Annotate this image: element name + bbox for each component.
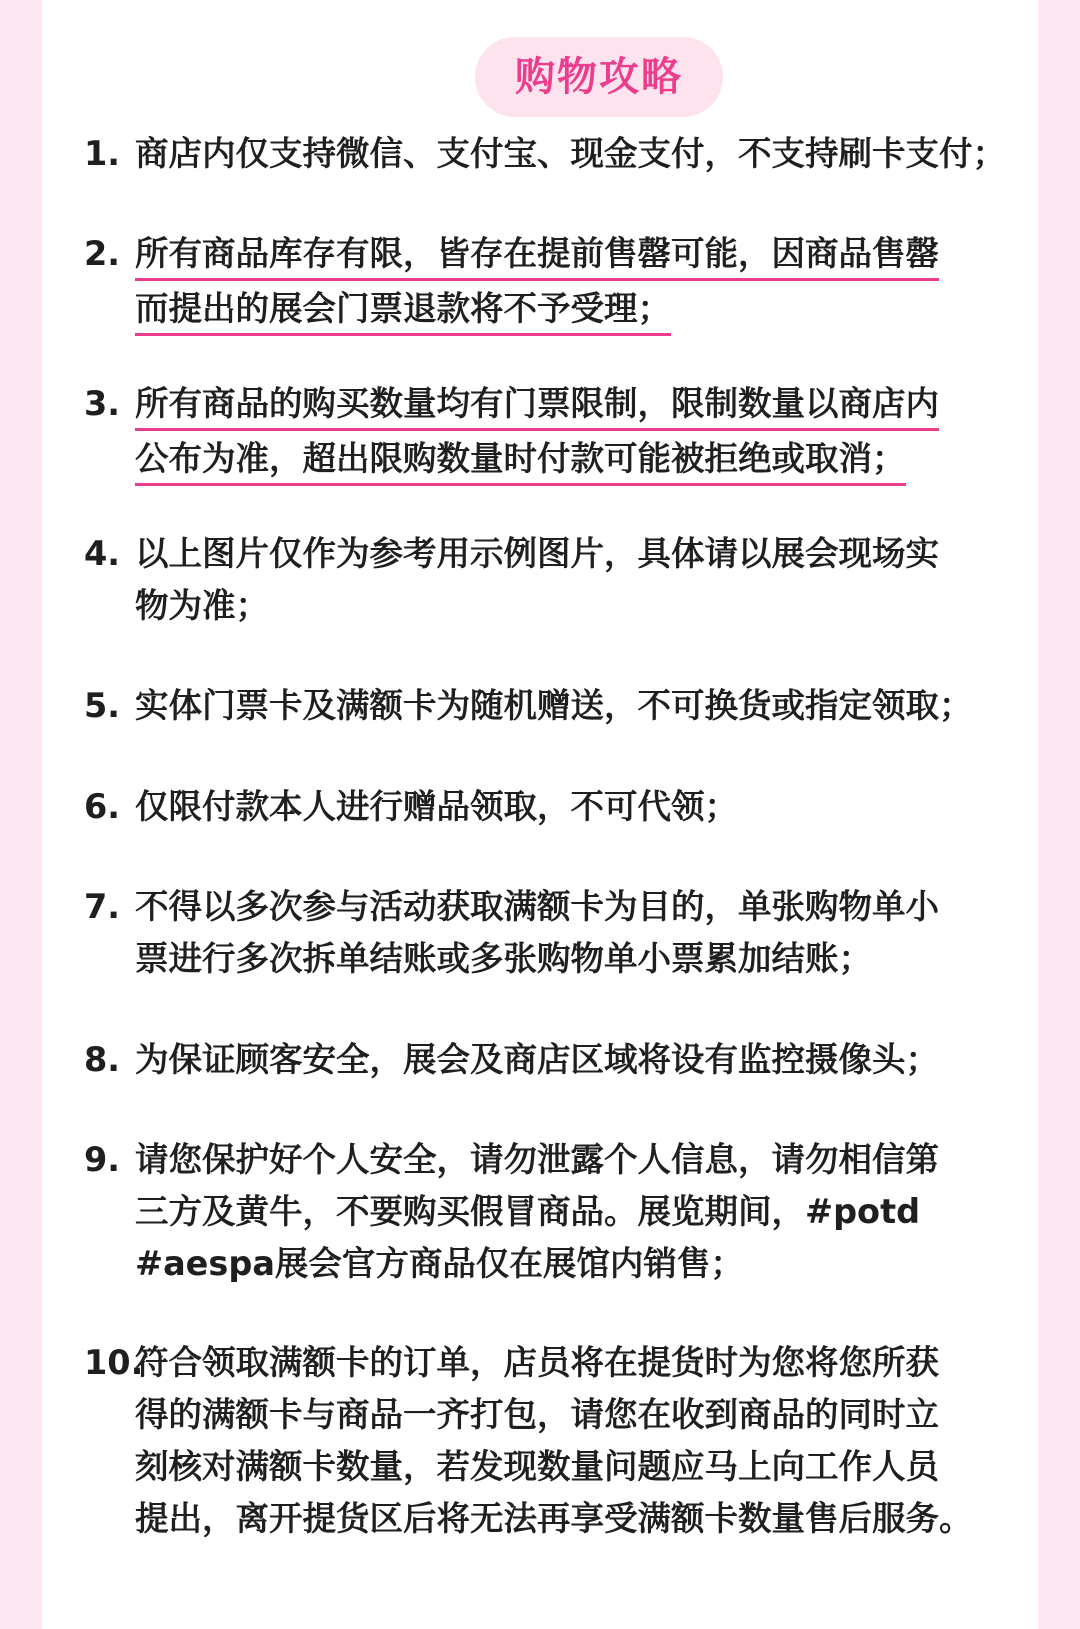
rule-item [84, 1337, 1035, 1545]
rule-text-line: 为保证顾客安全，展会及商店区域将设有监控摄像头； [135, 1040, 939, 1079]
rule-text-line: 刻核对满额卡数量，若发现数量问题应马上向工作人员 [135, 1447, 939, 1486]
highlight-underline: 而提出的展会门票退款将不予受理； [135, 286, 671, 336]
rule-number: 2. [84, 234, 121, 273]
highlight-underline: 公布为准，超出限购数量时付款可能被拒绝或取消； [135, 436, 906, 486]
rule-number: 3. [84, 384, 121, 423]
rule-text [135, 128, 1035, 180]
rule-item [84, 680, 1035, 732]
rule-text-line [135, 433, 1035, 488]
rule-number: 4. [84, 534, 121, 573]
rule-text-line: 提出，离开提货区后将无法再享受满额卡数量售后服务。 [135, 1499, 973, 1538]
rule-text [135, 1337, 1035, 1545]
rule-item [84, 528, 1035, 632]
rule-text-line [135, 283, 1035, 338]
rule-text-line: 票进行多次拆单结账或多张购物单小票累加结账； [135, 939, 872, 978]
rule-text-line [135, 378, 1035, 433]
rule-item [84, 1134, 1035, 1290]
rule-text-line: 实体门票卡及满额卡为随机赠送，不可换货或指定领取； [135, 686, 973, 725]
rule-text-line: 得的满额卡与商品一齐打包，请您在收到商品的同时立 [135, 1395, 939, 1434]
rule-item [84, 781, 1035, 833]
rule-text-line: 物为准； [135, 586, 269, 625]
rule-item [84, 378, 1035, 488]
rule-text-line: 以上图片仅作为参考用示例图片，具体请以展会现场实 [135, 534, 939, 573]
rule-item [84, 128, 1035, 180]
highlight-underline: 所有商品库存有限，皆存在提前售罄可能，因商品售罄 [135, 231, 939, 281]
rule-text [135, 378, 1035, 488]
rule-text-line: 三方及黄牛，不要购买假冒商品。展览期间，#potd [135, 1192, 921, 1231]
highlight-underline: 所有商品的购买数量均有门票限制，限制数量以商店内 [135, 381, 939, 431]
rule-text [135, 781, 1035, 833]
rule-item [84, 881, 1035, 985]
rule-number: 9. [84, 1140, 121, 1179]
rule-text-line [135, 228, 1035, 283]
rule-number: 6. [84, 787, 121, 826]
page-title: 购物攻略 [475, 37, 723, 117]
rule-number: 5. [84, 686, 121, 725]
rule-text [135, 528, 1035, 632]
rule-text [135, 881, 1035, 985]
rule-text-line: 商店内仅支持微信、支付宝、现金支付，不支持刷卡支付； [135, 134, 1006, 173]
rule-number: 1. [84, 134, 121, 173]
rule-text [135, 228, 1035, 338]
rule-text-line: 仅限付款本人进行赠品领取，不可代领； [135, 787, 738, 826]
rule-number: 8. [84, 1040, 121, 1079]
rule-number: 7. [84, 887, 121, 926]
rule-text [135, 680, 1035, 732]
rule-text-line: #aespa展会官方商品仅在展馆内销售； [135, 1244, 744, 1283]
rule-text-line: 请您保护好个人安全，请勿泄露个人信息，请勿相信第 [135, 1140, 939, 1179]
rule-text-line: 符合领取满额卡的订单，店员将在提货时为您将您所获 [135, 1343, 939, 1382]
rule-number: 10. [84, 1343, 144, 1382]
rule-text [135, 1134, 1035, 1290]
rule-item [84, 1034, 1035, 1086]
rule-text-line: 不得以多次参与活动获取满额卡为目的，单张购物单小 [135, 887, 939, 926]
rule-item [84, 228, 1035, 338]
rule-text [135, 1034, 1035, 1086]
